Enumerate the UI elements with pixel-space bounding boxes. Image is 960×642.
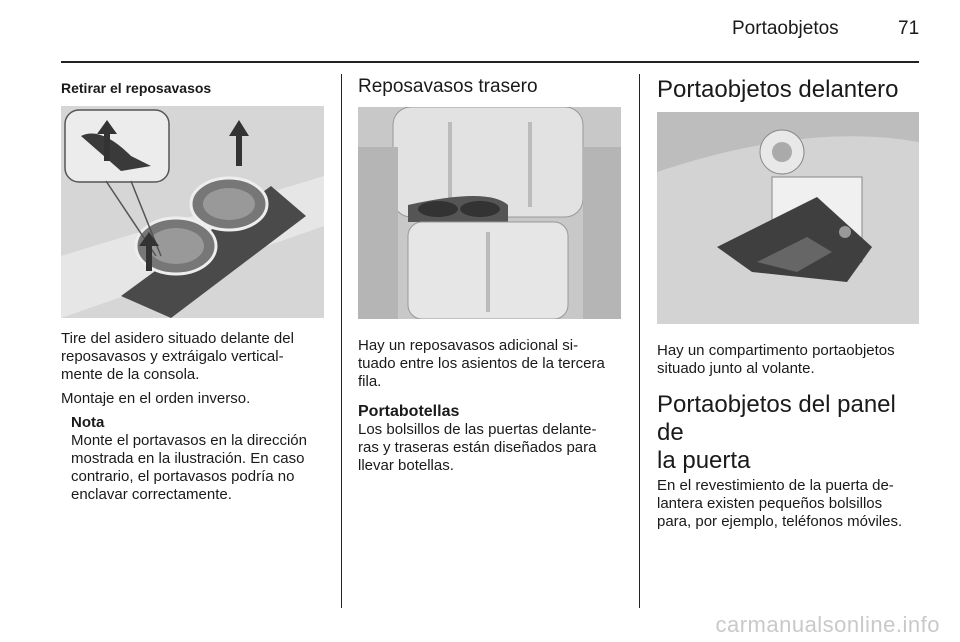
text-line: Tire del asidero situado delante del [61,330,294,347]
paragraph-door-panel-storage [657,477,921,531]
text-line: Los bolsillos de las puertas delante- [358,421,597,438]
heading-remove-cupholder: Retirar el reposavasos [61,80,212,96]
column-divider-1 [341,74,342,608]
paragraph-bottle-holders [358,421,626,475]
text-line: situado junto al volante. [657,360,815,377]
text-line: para, por ejemplo, teléfonos móviles. [657,513,903,530]
paragraph-additional-cupholder [358,337,626,391]
text-line: mente de la consola. [61,366,200,383]
note-box [71,414,327,504]
paragraph-pull-handle [61,330,327,384]
text-line: fila. [358,373,382,390]
column-1 [61,76,327,504]
text-line: mostrada en la ilustración. En caso [71,450,305,467]
page-number: 71 [898,18,920,39]
text-line: Monte el portavasos en la dirección [71,432,307,449]
text-line: contrario, el portavasos podría no [71,468,295,485]
heading-rear-cupholder: Reposavasos trasero [358,76,538,97]
column-2 [358,76,626,475]
header-rule [61,61,919,63]
section-title: Portaobjetos [732,18,839,39]
heading-bottle-holders: Portabotellas [358,403,460,420]
rear-cupholder-illustration [358,107,621,319]
text-line: Hay un compartimento portaobjetos [657,342,895,359]
watermark: carmanualsonline.info [715,612,940,637]
paragraph-reinstall: Montaje en el orden inverso. [61,390,251,407]
heading-line: la puerta [657,447,751,474]
heading-line: Portaobjetos del panel de [657,391,896,446]
text-line: Hay un reposavasos adicional si- [358,337,579,354]
text-line: tuado entre los asientos de la tercera [358,355,605,372]
text-line: En el revestimiento de la puerta de- [657,477,894,494]
text-line: ras y traseras están diseñados para [358,439,597,456]
column-3 [657,76,921,531]
note-title: Nota [71,414,105,431]
text-line: llevar botellas. [358,457,454,474]
heading-door-panel-storage [657,391,921,475]
column-divider-2 [639,74,640,608]
text-line: enclavar correctamente. [71,486,232,503]
cupholder-removal-illustration [61,106,324,318]
text-line: lantera existen pequeños bolsillos [657,495,883,512]
paragraph-front-storage [657,342,921,378]
text-line: reposavasos y extráigalo vertical- [61,348,284,365]
heading-front-storage: Portaobjetos delantero [657,76,899,103]
front-storage-illustration [657,112,919,324]
